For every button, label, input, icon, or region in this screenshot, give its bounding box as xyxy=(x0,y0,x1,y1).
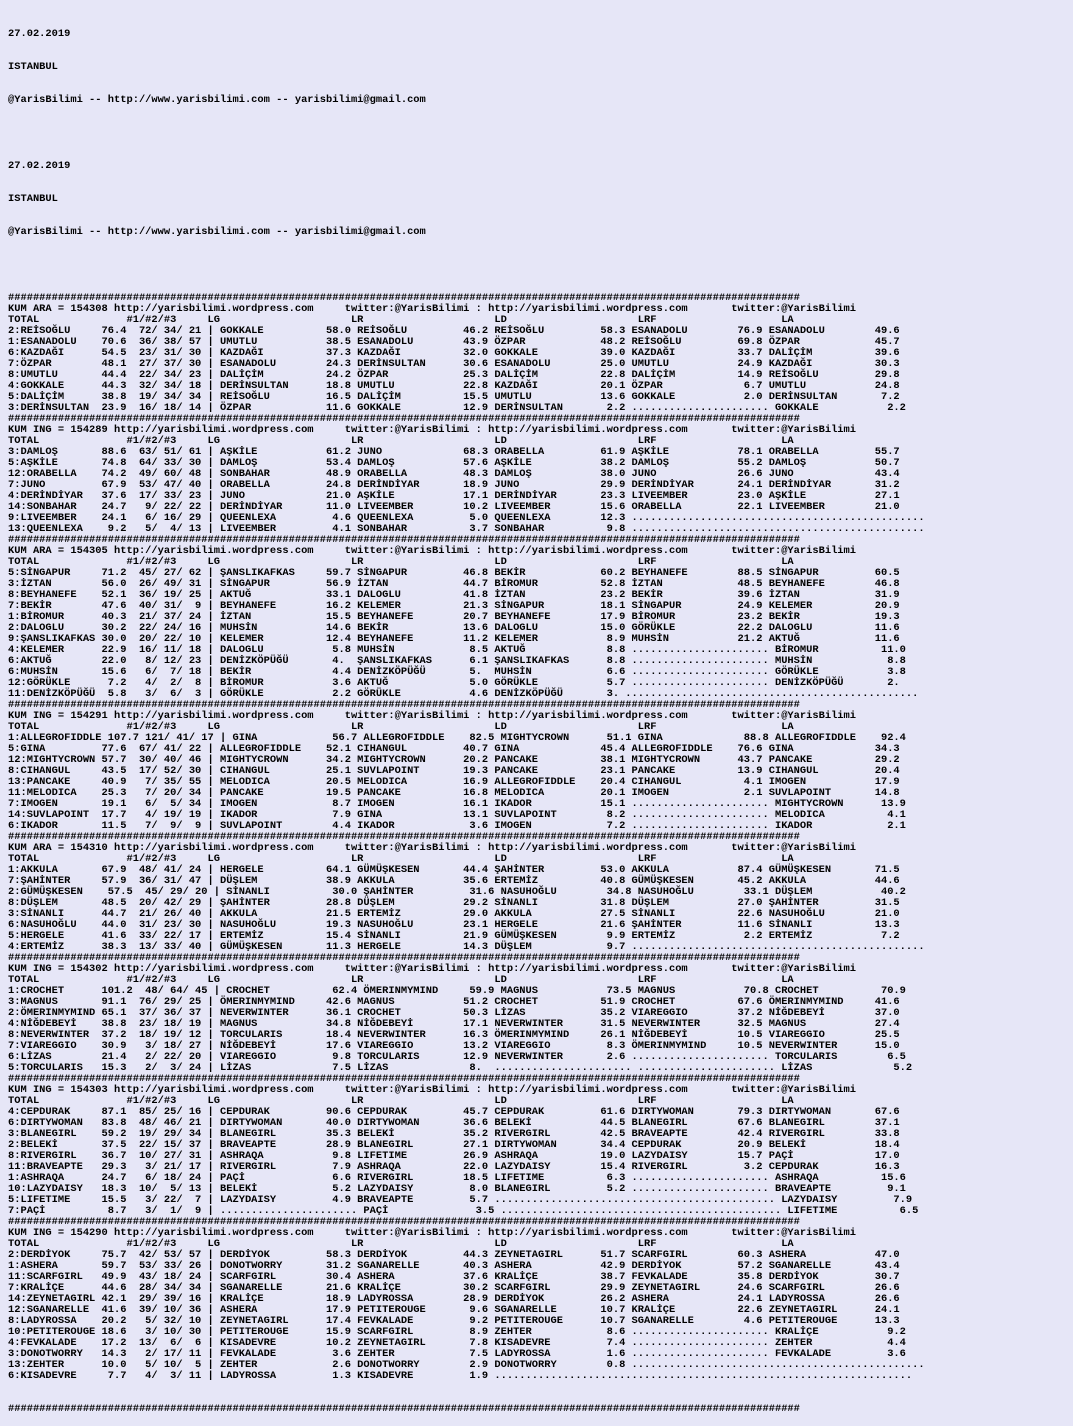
horse-row: 12:ORABELLA 74.2 49/ 60/ 48 | SONBAHAR 48.9 ORABELLA 48.3 DAMLOŞ 38.0 JUNO 26.6 JUNO 43.4 xyxy=(8,468,900,480)
horse-row: 7:JUNO 67.9 53/ 47/ 40 | ORABELLA 24.8 DERİNDİYAR 18.9 JUNO 29.9 DERİNDİYAR 24.1 DERİNDİYAR 31.2 xyxy=(8,479,900,491)
horse-row: 10:LAZYDAISY 18.3 10/ 5/ 13 | BELEKİ 5.2 LAZYDAISY 8.0 BLANEGIRL 5.2 ...................... BRAVEAPTE 9.1 xyxy=(8,1183,906,1195)
horse-row: 7:ŞAHİNTER 57.9 36/ 31/ 47 | DÜŞLEM 38.9 AKKULA 35.6 ERTEMİZ 40.8 GÜMÜŞKESEN 45.2 AKKULA 44.6 xyxy=(8,875,900,887)
horse-row: 6:IKADOR 11.5 7/ 9/ 9 | SUVLAPOINT 4.4 IKADOR 3.6 IMOGEN 7.2 ...................... IKADOR 2.1 xyxy=(8,820,906,832)
horse-row: 1:ALLEGROFIDDLE 107.7 121/ 41/ 17 | GINA 56.7 ALLEGROFIDDLE 82.5 MIGHTYCROWN 51.1 GINA 88.8 ALLEGROFIDDLE 92.4 xyxy=(8,732,906,744)
report-contact: @YarisBilimi -- http://www.yarisbilimi.com -- yarisbilimi@gmail.com xyxy=(8,226,426,238)
horse-row: 1:BİROMUR 40.3 21/ 37/ 24 | İZTAN 15.5 BEYHANEFE 20.7 BEYHANEFE 17.9 BİROMUR 23.2 BEKİR 19.3 xyxy=(8,611,900,623)
race-header-line: KUM ING = 154303 http://yarisbilimi.wordpress.com twitter:@YarisBilimi : http://yarisbilimi.wordpress.com twitter:@YarisBilimi xyxy=(8,1084,857,1096)
horse-row: 13:PANCAKE 40.9 7/ 35/ 55 | MELODICA 20.5 MELODICA 16.9 ALLEGROFIDDLE 20.4 CIHANGUL 4.1 IMOGEN 17.9 xyxy=(8,776,900,788)
report-contact: @YarisBilimi -- http://www.yarisbilimi.com -- yarisbilimi@gmail.com xyxy=(8,94,426,106)
race-list xyxy=(8,293,1068,1382)
horse-row: 1:AKKULA 67.9 48/ 41/ 24 | HERGELE 64.1 GÜMÜŞKESEN 44.4 ŞAHİNTER 53.0 AKKULA 87.4 GÜMÜŞKESEN 71.5 xyxy=(8,864,900,876)
report-date: 27.02.2019 xyxy=(8,160,71,172)
horse-row: 3:DONOTWORRY 14.3 2/ 17/ 11 | FEVKALADE 3.6 ZEHTER 7.5 LADYROSSA 1.6 ...................... FEVKALADE 3.6 xyxy=(8,1348,906,1360)
horse-row: 12:GÖRÜKLE 7.2 4/ 2/ 8 | BİROMUR 3.6 AKTUĞ 5.0 GÖRÜKLE 5.7 ...................... DENİZKÖPÜĞÜ 2. xyxy=(8,677,900,689)
horse-row: 8:LADYROSSA 20.2 5/ 32/ 10 | ZEYNETAGIRL 17.4 FEVKALADE 9.2 PETITEROUGE 10.7 SGANARELLE 4.6 PETITEROUGE 13.3 xyxy=(8,1315,900,1327)
column-header-line: TOTAL #1/#2/#3 LG LR LD LRF LA xyxy=(8,974,794,986)
horse-row: 1:ASHRAQA 24.7 6/ 18/ 24 | PAÇİ 6.6 RIVERGIRL 18.5 LIFETIME 6.3 ...................... ASHRAQA 15.6 xyxy=(8,1172,906,1184)
column-header-line: TOTAL #1/#2/#3 LG LR LD LRF LA xyxy=(8,435,794,447)
horse-row: 1:ESANADOLU 70.6 36/ 38/ 57 | UMUTLU 38.5 ESANADOLU 43.9 ÖZPAR 48.2 REİSOĞLU 69.8 ÖZPAR 45.7 xyxy=(8,336,900,348)
horse-row: 5:TORCULARIS 15.3 2/ 3/ 24 | LİZAS 7.5 LİZAS 8. ...................... ...................... LİZAS 5.2 xyxy=(8,1062,913,1074)
horse-row: 1:CROCHET 101.2 48/ 64/ 45 | CROCHET 62.4 ÖMERINMYMIND 59.9 MAGNUS 73.5 MAGNUS 70.8 CROCHET 70.9 xyxy=(8,985,906,997)
horse-row: 8:CIHANGUL 43.5 17/ 52/ 30 | CIHANGUL 25.1 SUVLAPOINT 19.3 PANCAKE 23.1 PANCAKE 13.9 CIHANGUL 20.4 xyxy=(8,765,900,777)
report-city: ISTANBUL xyxy=(8,61,58,73)
horse-row: 7:KRALİÇE 44.6 28/ 34/ 34 | SGANARELLE 21.6 KRALİÇE 30.2 SCARFGIRL 29.9 ZEYNETAGIRL 24.6 SCARFGIRL 26.6 xyxy=(8,1282,900,1294)
separator-line: ############################################################################################################################### xyxy=(8,1073,800,1085)
horse-row: 5:HERGELE 41.6 33/ 22/ 17 | ERTEMİZ 15.4 SİNANLI 21.9 GÜMÜŞKESEN 9.9 ERTEMİZ 2.2 ERTEMİZ 7.2 xyxy=(8,930,900,942)
column-header-line: TOTAL #1/#2/#3 LG LR LD LRF LA xyxy=(8,314,794,326)
horse-row: 6:NASUHOĞLU 44.0 31/ 23/ 30 | NASUHOĞLU 19.3 NASUHOĞLU 23.1 HERGELE 21.6 ŞAHİNTER 11.6 SİNANLI 13.3 xyxy=(8,919,900,931)
horse-row: 4:NİĞDEBEYİ 38.8 23/ 18/ 19 | MAGNUS 34.8 NİĞDEBEYİ 17.1 NEVERWINTER 31.5 NEVERWINTER 32.5 MAGNUS 27.4 xyxy=(8,1018,900,1030)
race-header-line: KUM ING = 154290 http://yarisbilimi.wordpress.com twitter:@YarisBilimi : http://yarisbilimi.wordpress.com twitter:@YarisBilimi xyxy=(8,1227,857,1239)
report-city: ISTANBUL xyxy=(8,193,58,205)
column-header-line: TOTAL #1/#2/#3 LG LR LD LRF LA xyxy=(8,721,794,733)
race-block xyxy=(8,293,1068,414)
horse-row: 8:NEVERWINTER 37.2 18/ 19/ 12 | TORCULARIS 18.4 NEVERWINTER 16.3 ÖMERINMYMIND 26.1 NİĞDEBEYİ 10.5 VIAREGGIO 25.5 xyxy=(8,1029,900,1041)
horse-row: 13:QUEENLEXA 9.2 5/ 4/ 13 | LIVEEMBER 4.1 SONBAHAR 3.7 SONBAHAR 9.8 ............................................... xyxy=(8,523,925,535)
horse-row: 5:DALİÇİM 38.8 19/ 34/ 34 | REİSOĞLU 16.5 DALİÇİM 15.5 UMUTLU 13.6 GOKKALE 2.0 DERİNSULTAN 7.2 xyxy=(8,391,900,403)
separator-line: ############################################################################################################################### xyxy=(8,952,800,964)
separator-line: ############################################################################################################################### xyxy=(8,1216,800,1228)
separator-line: ############################################################################################################################### xyxy=(8,534,800,546)
horse-row: 2:REİSOĞLU 76.4 72/ 34/ 21 | GOKKALE 58.0 REİSOĞLU 46.2 REİSOĞLU 58.3 ESANADOLU 76.9 ESANADOLU 49.6 xyxy=(8,325,900,337)
horse-row: 11:MELODICA 25.3 7/ 20/ 34 | PANCAKE 19.5 PANCAKE 16.8 MELODICA 20.1 IMOGEN 2.1 SUVLAPOINT 14.8 xyxy=(8,787,900,799)
horse-row: 3:İZTAN 56.0 26/ 49/ 31 | SİNGAPUR 56.9 İZTAN 44.7 BİROMUR 52.8 İZTAN 48.5 BEYHANEFE 46.8 xyxy=(8,578,900,590)
horse-row: 2:GÜMÜŞKESEN 57.5 45/ 29/ 20 | SİNANLI 30.0 ŞAHİNTER 31.6 NASUHOĞLU 34.8 NASUHOĞLU 33.1 DÜŞLEM 40.2 xyxy=(8,886,906,898)
horse-row: 4:FEVKALADE 17.2 13/ 6/ 6 | KISADEVRE 10.2 ZEYNETAGIRL 7.8 KISADEVRE 7.4 ...................... ZEHTER 4.4 xyxy=(8,1337,906,1349)
horse-row: 4:CEPDURAK 87.1 85/ 25/ 16 | CEPDURAK 90.6 CEPDURAK 45.7 CEPDURAK 61.6 DIRTYWOMAN 79.3 DIRTYWOMAN 67.6 xyxy=(8,1106,900,1118)
race-header-line: KUM ING = 154291 http://yarisbilimi.wordpress.com twitter:@YarisBilimi : http://yarisbilimi.wordpress.com twitter:@YarisBilimi xyxy=(8,710,857,722)
horse-row: 4:ERTEMİZ 38.3 13/ 33/ 40 | GÜMÜŞKESEN 11.3 HERGELE 14.3 DÜŞLEM 9.7 ............................................... xyxy=(8,941,925,953)
horse-row: 6:AKTUĞ 22.0 8/ 12/ 23 | DENİZKÖPÜĞÜ 4. ŞANSLIKAFKAS 6.1 ŞANSLIKAFKAS 8.8 ...................... MUHSİN 8.8 xyxy=(8,655,906,667)
horse-row: 3:MAGNUS 91.1 76/ 29/ 25 | ÖMERINMYMIND 42.6 MAGNUS 51.2 CROCHET 51.9 CROCHET 67.6 ÖMERINMYMIND 41.6 xyxy=(8,996,900,1008)
race-header-line: KUM ARA = 154305 http://yarisbilimi.wordpress.com twitter:@YarisBilimi : http://yarisbilimi.wordpress.com twitter:@YarisBilimi xyxy=(8,545,857,557)
race-header-line: KUM ING = 154289 http://yarisbilimi.wordpress.com twitter:@YarisBilimi : http://yarisbilimi.wordpress.com twitter:@YarisBilimi xyxy=(8,424,857,436)
column-header-line: TOTAL #1/#2/#3 LG LR LD LRF LA xyxy=(8,1238,794,1250)
horse-row: 8:BEYHANEFE 52.1 36/ 19/ 25 | AKTUĞ 33.1 DALOGLU 41.8 İZTAN 23.2 BEKİR 39.6 İZTAN 31.9 xyxy=(8,589,900,601)
race-header-line: KUM ARA = 154308 http://yarisbilimi.wordpress.com twitter:@YarisBilimi : http://yarisbilimi.wordpress.com twitter:@YarisBilimi xyxy=(8,303,857,315)
race-block xyxy=(8,700,1068,832)
horse-row: 4:GOKKALE 44.3 32/ 34/ 18 | DERİNSULTAN 18.8 UMUTLU 22.8 KAZDAĞI 20.1 ÖZPAR 6.7 UMUTLU 24.8 xyxy=(8,380,900,392)
race-block xyxy=(8,535,1068,700)
race-block xyxy=(8,832,1068,953)
horse-row: 1:ASHERA 59.7 53/ 33/ 26 | DONOTWORRY 31.2 SGANARELLE 40.3 ASHERA 42.9 DERDİYOK 57.2 SGANARELLE 43.4 xyxy=(8,1260,900,1272)
horse-row: 3:DAMLOŞ 88.6 63/ 51/ 61 | AŞKİLE 61.2 JUNO 68.3 ORABELLA 61.9 AŞKİLE 78.1 ORABELLA 55.7 xyxy=(8,446,900,458)
race-header-line: KUM ARA = 154310 http://yarisbilimi.wordpress.com twitter:@YarisBilimi : http://yarisbilimi.wordpress.com twitter:@YarisBilimi xyxy=(8,842,857,854)
horse-row: 13:ZEHTER 10.0 5/ 10/ 5 | ZEHTER 2.6 DONOTWORRY 2.9 DONOTWORRY 0.8 ............................................... xyxy=(8,1359,925,1371)
horse-row: 11:DENİZKÖPÜĞÜ 5.8 3/ 6/ 3 | GÖRÜKLE 2.2 GÖRÜKLE 4.6 DENİZKÖPÜĞÜ 3. ............................................... xyxy=(8,688,919,700)
horse-row: 2:BELEKİ 37.5 22/ 15/ 37 | BRAVEAPTE 28.9 BLANEGIRL 27.1 DIRTYWOMAN 34.4 CEPDURAK 20.9 BELEKİ 18.4 xyxy=(8,1139,900,1151)
separator-line: ############################################################################################################################### xyxy=(8,292,800,304)
spacer xyxy=(8,128,1068,139)
horse-row: 7:BEKİR 47.6 40/ 31/ 9 | BEYHANEFE 16.2 KELEMER 21.3 SİNGAPUR 18.1 SİNGAPUR 24.9 KELEMER 20.9 xyxy=(8,600,900,612)
horse-row: 7:ÖZPAR 48.1 27/ 37/ 30 | ESANADOLU 24.3 DERİNSULTAN 30.6 ESANADOLU 25.0 UMUTLU 24.9 KAZDAĞI 30.3 xyxy=(8,358,900,370)
spacer xyxy=(8,260,1068,271)
document xyxy=(8,7,1068,1426)
race-block xyxy=(8,1074,1068,1217)
column-header-line: TOTAL #1/#2/#3 LG LR LD LRF LA xyxy=(8,556,794,568)
horse-row: 12:SGANARELLE 41.6 39/ 10/ 36 | ASHERA 17.9 PETITEROUGE 9.6 SGANARELLE 10.7 KRALİÇE 22.6 ZEYNETAGIRL 24.1 xyxy=(8,1304,900,1316)
separator-line: ############################################################################################################################### xyxy=(8,413,800,425)
horse-row: 5:AŞKİLE 74.8 64/ 33/ 30 | DAMLOŞ 53.4 DAMLOŞ 57.6 AŞKİLE 38.2 DAMLOŞ 55.2 DAMLOŞ 50.7 xyxy=(8,457,900,469)
horse-row: 3:SİNANLI 44.7 21/ 26/ 40 | AKKULA 21.5 ERTEMİZ 29.0 AKKULA 27.5 SİNANLI 22.6 NASUHOĞLU 21.0 xyxy=(8,908,900,920)
horse-row: 8:UMUTLU 44.4 22/ 34/ 23 | DALİÇİM 24.2 ÖZPAR 25.3 DALİÇİM 22.8 DALİÇİM 14.9 REİSOĞLU 29.8 xyxy=(8,369,900,381)
horse-row: 7:IMOGEN 19.1 6/ 5/ 34 | IMOGEN 8.7 IMOGEN 16.1 IKADOR 15.1 ...................... MIGHTYCROWN 13.9 xyxy=(8,798,906,810)
race-block xyxy=(8,953,1068,1074)
separator-line: ############################################################################################################################### xyxy=(8,1403,800,1415)
separator-line: ############################################################################################################################### xyxy=(8,699,800,711)
horse-row: 8:DÜŞLEM 48.5 20/ 42/ 29 | ŞAHİNTER 28.8 DÜŞLEM 29.2 SİNANLI 31.8 DÜŞLEM 27.0 ŞAHİNTER 31.5 xyxy=(8,897,900,909)
separator-line: ############################################################################################################################### xyxy=(8,831,800,843)
horse-row: 5:SİNGAPUR 71.2 45/ 27/ 62 | ŞANSLIKAFKAS 59.7 SİNGAPUR 46.8 BEKİR 60.2 BEYHANEFE 88.5 SİNGAPUR 60.5 xyxy=(8,567,900,579)
horse-row: 6:DIRTYWOMAN 83.8 48/ 46/ 21 | DIRTYWOMAN 40.0 DIRTYWOMAN 36.6 BELEKİ 44.5 BLANEGIRL 67.6 BLANEGIRL 37.1 xyxy=(8,1117,900,1129)
column-header-line: TOTAL #1/#2/#3 LG LR LD LRF LA xyxy=(8,1095,794,1107)
horse-row: 2:DALOGLU 30.2 22/ 24/ 16 | MUHSİN 14.6 BEKİR 13.6 DALOGLU 15.0 GÖRÜKLE 22.2 DALOGLU 11.6 xyxy=(8,622,900,634)
horse-row: 9:ŞANSLIKAFKAS 30.0 20/ 22/ 10 | KELEMER 12.4 BEYHANEFE 11.2 KELEMER 8.9 MUHSİN 21.2 AKTUĞ 11.6 xyxy=(8,633,900,645)
column-header-line: TOTAL #1/#2/#3 LG LR LD LRF LA xyxy=(8,853,794,865)
horse-row: 2:DERDİYOK 75.7 42/ 53/ 57 | DERDİYOK 58.3 DERDİYOK 44.3 ZEYNETAGIRL 51.7 SCARFGIRL 60.3 ASHERA 47.0 xyxy=(8,1249,900,1261)
horse-row: 14:SUVLAPOINT 17.7 4/ 19/ 19 | IKADOR 7.9 GINA 13.1 SUVLAPOINT 8.2 ...................... MELODICA 4.1 xyxy=(8,809,906,821)
horse-row: 6:KISADEVRE 7.7 4/ 3/ 11 | LADYROSSA 1.3 KISADEVRE 1.9 ................................................................... xyxy=(8,1370,913,1382)
horse-row: 14:ZEYNETAGIRL 42.1 29/ 39/ 16 | KRALİÇE 18.9 LADYROSSA 28.9 DERDİYOK 26.2 ASHERA 24.1 LADYROSSA 26.6 xyxy=(8,1293,900,1305)
horse-row: 7:PAÇİ 8.7 3/ 1/ 9 | ...................... PAÇİ 3.5 ............................................. LIFETIME 6.5 xyxy=(8,1205,919,1217)
horse-row: 3:BLANEGIRL 59.2 19/ 29/ 34 | BLANEGIRL 35.3 BELEKİ 35.2 RIVERGIRL 42.5 BRAVEAPTE 42.4 RIVERGIRL 33.8 xyxy=(8,1128,900,1140)
report-date: 27.02.2019 xyxy=(8,28,71,40)
horse-row: 6:MUHSİN 15.6 6/ 7/ 18 | BEKİR 4.4 DENİZKÖPÜĞÜ 5. MUHSİN 6.6 ...................... GÖRÜKLE 3.8 xyxy=(8,666,906,678)
horse-row: 2:ÖMERINMYMIND 65.1 37/ 36/ 37 | NEVERWINTER 36.1 CROCHET 50.3 LİZAS 35.2 VIAREGGIO 37.2 NİĞDEBEYİ 37.0 xyxy=(8,1007,900,1019)
horse-row: 5:GINA 77.6 67/ 41/ 22 | ALLEGROFIDDLE 52.1 CIHANGUL 40.7 GINA 45.4 ALLEGROFIDDLE 76.6 GINA 34.3 xyxy=(8,743,900,755)
horse-row: 11:BRAVEAPTE 29.3 3/ 21/ 17 | RIVERGIRL 7.9 ASHRAQA 22.0 LAZYDAISY 15.4 RIVERGIRL 3.2 CEPDURAK 16.3 xyxy=(8,1161,900,1173)
horse-row: 8:RIVERGIRL 36.7 10/ 27/ 31 | ASHRAQA 9.8 LIFETIME 26.9 ASHRAQA 19.0 LAZYDAISY 15.7 PAÇİ 17.0 xyxy=(8,1150,900,1162)
horse-row: 7:VIAREGGIO 30.9 3/ 18/ 27 | NİĞDEBEYİ 17.6 VIAREGGIO 13.2 VIAREGGIO 8.3 ÖMERINMYMIND 10.5 NEVERWINTER 15.0 xyxy=(8,1040,900,1052)
horse-row: 12:MIGHTYCROWN 57.7 30/ 40/ 46 | MIGHTYCROWN 34.2 MIGHTYCROWN 20.2 PANCAKE 38.1 MIGHTYCROWN 43.7 PANCAKE 29.2 xyxy=(8,754,900,766)
horse-row: 10:PETITEROUGE 18.6 3/ 10/ 30 | PETITEROUGE 15.9 SCARFGIRL 8.9 ZEHTER 8.6 ...................... KRALİÇE 9.2 xyxy=(8,1326,906,1338)
horse-row: 5:LIFETIME 15.5 3/ 22/ 7 | LAZYDAISY 4.9 BRAVEAPTE 5.7 ............................................. LAZYDAISY 7.9 xyxy=(8,1194,913,1206)
horse-row: 6:LİZAS 21.4 2/ 22/ 20 | VIAREGGIO 9.8 TORCULARIS 12.9 NEVERWINTER 2.6 ...................... TORCULARIS 6.5 xyxy=(8,1051,906,1063)
race-block xyxy=(8,1217,1068,1382)
horse-row: 14:SONBAHAR 24.7 9/ 22/ 22 | DERİNDİYAR 11.0 LIVEEMBER 10.2 LIVEEMBER 15.6 ORABELLA 22.1 LIVEEMBER 21.0 xyxy=(8,501,900,513)
horse-row: 4:KELEMER 22.9 16/ 11/ 18 | DALOGLU 5.8 MUHSİN 8.5 AKTUĞ 8.8 ...................... BİROMUR 11.0 xyxy=(8,644,906,656)
horse-row: 4:DERİNDİYAR 37.6 17/ 33/ 23 | JUNO 21.0 AŞKİLE 17.1 DERİNDİYAR 23.3 LIVEEMBER 23.0 AŞKİLE 27.1 xyxy=(8,490,900,502)
horse-row: 6:KAZDAĞI 54.5 23/ 31/ 30 | KAZDAĞI 37.3 KAZDAĞI 32.0 GOKKALE 39.0 KAZDAĞI 33.7 DALİÇİM 39.6 xyxy=(8,347,900,359)
horse-row: 11:SCARFGIRL 49.9 43/ 18/ 24 | SCARFGIRL 30.4 ASHERA 37.6 KRALİÇE 38.7 FEVKALADE 35.8 DERDİYOK 30.7 xyxy=(8,1271,900,1283)
horse-row: 9:LIVEEMBER 24.1 6/ 16/ 29 | QUEENLEXA 4.6 QUEENLEXA 5.0 QUEENLEXA 12.3 ............................................... xyxy=(8,512,925,524)
horse-row: 3:DERİNSULTAN 23.9 16/ 18/ 14 | ÖZPAR 11.6 GOKKALE 12.9 DERİNSULTAN 2.2 ...................... GOKKALE 2.2 xyxy=(8,402,906,414)
race-block xyxy=(8,414,1068,535)
race-header-line: KUM ING = 154302 http://yarisbilimi.wordpress.com twitter:@YarisBilimi : http://yarisbilimi.wordpress.com twitter:@YarisBilimi xyxy=(8,963,857,975)
